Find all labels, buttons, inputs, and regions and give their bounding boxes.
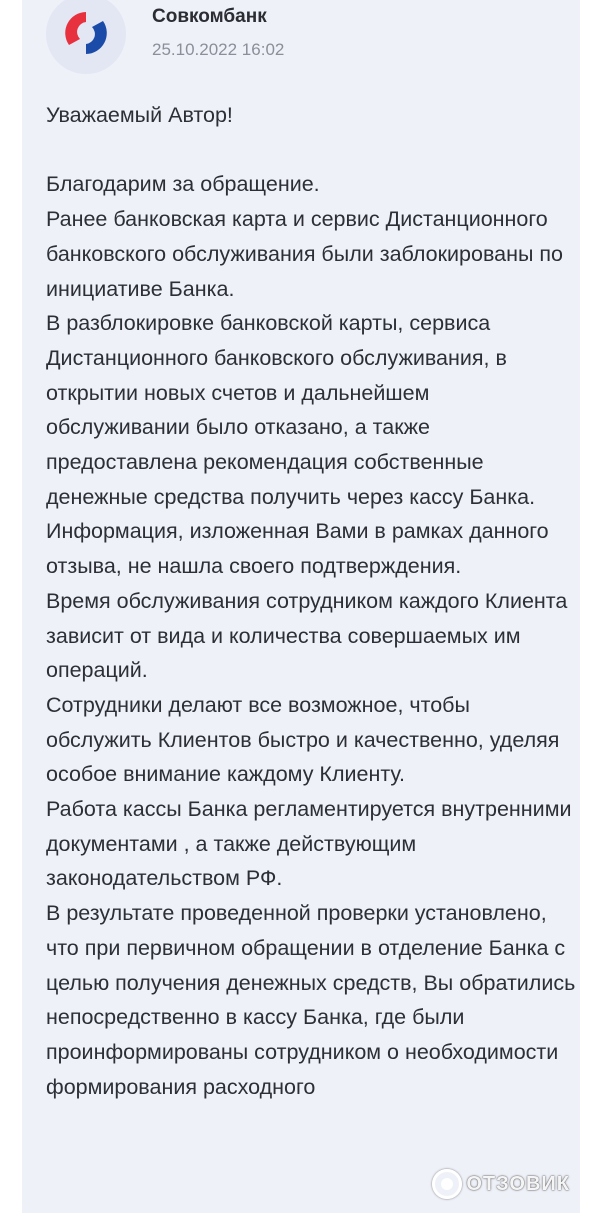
reply-paragraph: Сотрудники делают все возможное, чтобы обслужить Клиентов быстро и качественно, уделяя особое внимание каждому Клиенту. xyxy=(46,692,560,787)
review-reply-card xyxy=(22,0,580,1213)
reply-date: 25.10.2022 16:02 xyxy=(152,40,285,59)
reply-paragraph: Ранее банковская карта и сервис Дистанционного банковского обслуживания были заблокированы по инициативе Банка. xyxy=(46,207,564,301)
company-name[interactable]: Совкомбанк xyxy=(152,6,267,27)
reply-paragraph: Работа кассы Банка регламентируется внутренними документами , а также действующим законодательством РФ. xyxy=(46,797,572,891)
otzovik-logo-icon xyxy=(432,1169,462,1199)
reply-paragraph: Время обслуживания сотрудником каждого Клиента зависит от вида и количества совершаемых им операций. xyxy=(46,588,568,683)
reply-greeting: Уважаемый Автор! xyxy=(46,103,233,127)
reply-paragraph: Информация, изложенная Вами в рамках данного отзыва, не нашла своего подтверждения. xyxy=(46,519,549,579)
sovcombank-logo-icon xyxy=(63,10,109,56)
company-avatar[interactable] xyxy=(46,0,126,74)
otzovik-watermark xyxy=(432,1169,570,1199)
reply-paragraph: В результате проведенной проверки установлено, что при первичном обращении в отделение Банка с целью получения денежных средств, Вы обратились непосредственно в кассу Банка, где были проинформированы сотрудником о необходимости формирования расходного xyxy=(46,901,576,1099)
watermark-text: ОТЗОВИК xyxy=(466,1172,570,1195)
reply-paragraph: В разблокировке банковской карты, сервиса Дистанционного банковского обслуживания, в открытии новых счетов и дальнейшем обслуживании было отказано, а также предоставлена рекомендация собственные денежные средства получить через кассу Банка. xyxy=(46,311,536,509)
reply-header xyxy=(46,0,566,72)
reply-paragraph: Благодарим за обращение. xyxy=(46,172,320,197)
reply-message xyxy=(46,98,576,1104)
